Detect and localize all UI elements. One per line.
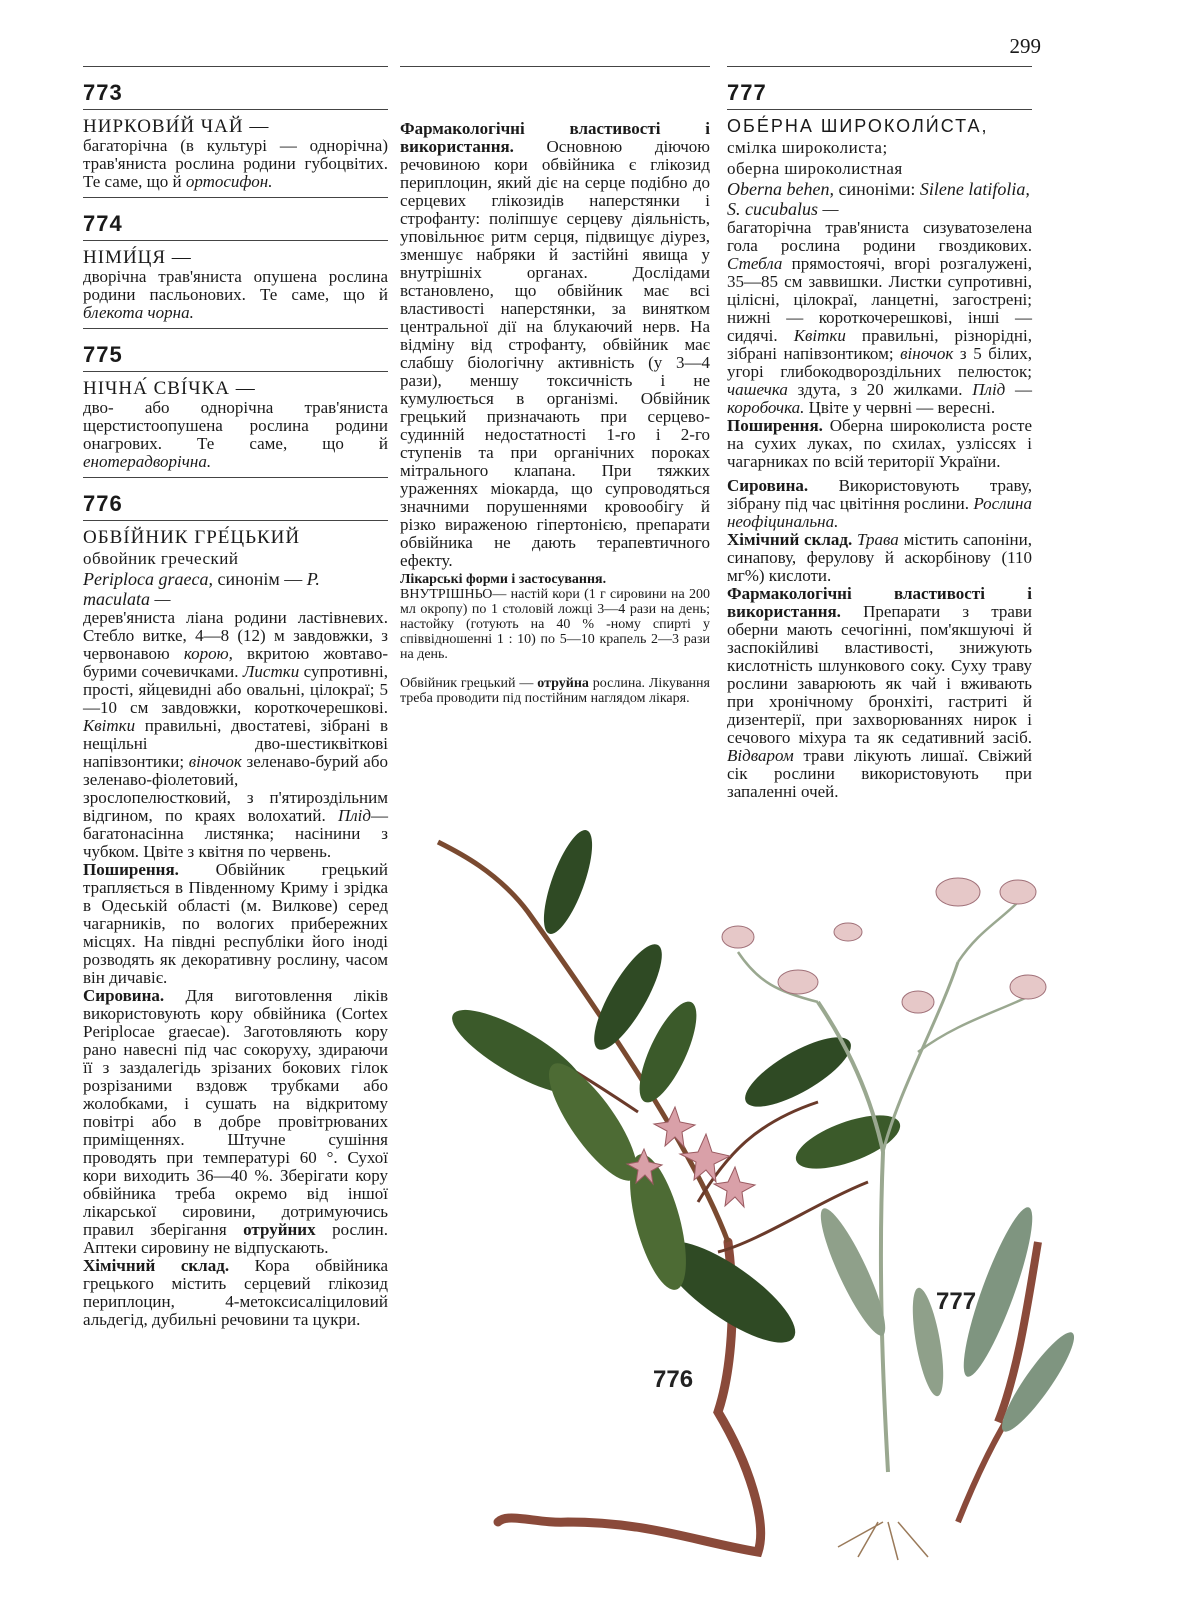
entry-heading: НІЧНА́ СВІ́ЧКА —	[83, 378, 256, 399]
section-distribution: Поширення. Обвійник грецький трапляється в Південному Криму і зрідка в Одеській області (м. Вилкове) серед чагарників, по вологих прибережних місцях. На півдні республіки його іноді розводять як декоративну рослину, часом він дичавіє.	[83, 860, 388, 987]
column-left	[83, 66, 388, 1329]
section-chemistry: Хімічний склад. Трава містить сапоніни, синапову, ферулову й аскорбінову (110 мг%) кислоти.	[727, 530, 1032, 585]
entry-number: 777	[727, 72, 1032, 110]
entry-number: 775	[83, 334, 388, 372]
entry-heading: ОБВІ́ЙНИК ГРЕ́ЦЬКИЙ	[83, 527, 301, 548]
plant-777-illustration	[722, 878, 1083, 1560]
entry-text: дворічна трав'яниста опушена рослина родини пасльонових. Те саме, що й блекота чорна.	[83, 267, 388, 322]
entry-number: 773	[83, 72, 388, 110]
entry-heading: НІМИ́ЦЯ —	[83, 247, 192, 268]
entry-heading: НИРКОВИ́Й ЧАЙ —	[83, 116, 270, 137]
section-dosage: Лікарські форми і застосування. ВНУТРІШНЬО— настій кори (1 г сировини на 200 мл окропу) по 1 столовій ложці 3—4 рази на день; настойку (готують на 40 % -ному спирті у співвідношенні 1 : 10) по 5—10 крапель 2—3 рази на день.	[400, 572, 710, 662]
plate-label-777: 777	[936, 1288, 977, 1315]
entry-number: 776	[83, 483, 388, 521]
entry-russian-name: оберна широколистная	[727, 159, 903, 178]
entry-description: дерев'яниста ліана родини ластівневих. Стебло витке, 4—8 (12) м завдовжки, з червонавою корою, вкритою жовтаво-бурими сочевичками. Листки супротивні, прості, яйцевидні або овальні, цілокраї; 5—10 см завдовжки, короткочерешкові. Квітки правильні, двостатеві, зібрані в нещільні дво-шестиквіткові напівзонтики; віночок зеленаво-бурий або зеленаво-фіолетовий, зрослопелюстковий, з п'ятироздільним відгином, по краях волохатий. Плід— багатонасінна листянка; насінини з чубком. Цвіте з квітня по червень.	[83, 608, 389, 861]
section-raw-material: Сировина. Використовують траву, зібрану під час цвітіння рослини. Рослина неофіцинальна.	[727, 476, 1032, 531]
section-pharmacology: Фармакологічні властивості і використання. Основною діючою речовиною кори обвійника є глікозид периплоцин, який діє на серце подібно до серцевих глікозидів наперстянки і строфанту: поліпшує серцеву діяльність, уповільнює ритм серця, підвищує діурез, зменшує набряки й застійні явища у внутрішніх органах. Дослідами встановлено, що обвійник має всі властивості наперстянки, за винятком центральної дії на блукаючий нерв. На відміну від строфанту, обвійник має слабшу біологічну активність (у 3—4 рази), меншу токсичність і не кумулюється в організмі. Обвійник грецький призначають при серцево-судинній недостатності 1-го і 2-го ступенів та при органічних пороках мітрального клапана. При тяжких ураженнях міокарда, що супроводяться значними порушеннями кровообігу й різко вираженою гіпертонією, препарати обвійника не дають терапевтичного ефекту.	[400, 119, 710, 570]
section-chemistry: Хімічний склад. Кора обвійника грецького містить серцевий глікозид периплоцин, 4-метоксисаліциловий альдегід, дубильні речовини та цукри.	[83, 1256, 388, 1329]
entry-description: багаторічна трав'яниста сизуватозелена гола рослина родини гвоздикових. Стебла прямостоячі, вгорі розгалужені, 35—85 см заввишки. Листки супротивні, цілісні, цілокраї, ланцетні, загострені; нижні — короткочерешкові, інші — сидячі. Квітки правильні, різнорідні, зібрані напівзонтиком; віночок з 5 білих, угорі глибокодвороздільних пелюсток; чашечка здута, з 20 жилками. Плід — коробочка. Цвіте у червні — вересні.	[727, 218, 1032, 417]
entry-text: дво- або однорічна трав'яниста щерстистоопушена рослина родини онагрових. Те саме, що й енотерадворічна.	[83, 398, 388, 471]
plate-label-776: 776	[653, 1366, 694, 1393]
entry-alt-name: смілка широколиста;	[727, 138, 888, 157]
section-distribution: Поширення. Оберна широколиста росте на сухих луках, по схилах, узліссях і чагарниках по всій території України.	[727, 416, 1032, 471]
entry-heading: ОБЕ́РНА ШИРОКОЛИ́СТА,	[727, 116, 989, 136]
column-middle	[400, 66, 710, 720]
section-warning: Обвійник грецький — отруйна рослина. Лікування треба проводити під постійним наглядом лікаря.	[400, 676, 710, 706]
entry-number: 774	[83, 203, 388, 241]
entry-text: багаторічна (в культурі — однорічна) трав'яниста рослина родини губоцвітих. Те саме, що й ортосифон.	[83, 136, 388, 191]
section-raw-material: Сировина. Для виготовлення ліків використовують кору обвійника (Cortex Periplocae graecae). Заготовляють кору рано навесні під час сокоруху, здираючи її з заздалегідь зрізаних бокових гілок розрізаними вздовж трубками або жолобками, і сушать на відкритому повітрі або в добре провітрюваних приміщеннях. Штучне сушіння проводять при температурі 60 °. Сухої кори виходить 36—40 %. Зберігати кору обвійника треба окремо від іншої лікарської сировини, дотримуючись правил зберігання отруйних рослин. Аптеки сировину не відпускають.	[83, 986, 388, 1257]
column-right	[727, 66, 1032, 801]
entry-russian-name: обвойник греческий	[83, 549, 239, 568]
page-number: 299	[1009, 34, 1041, 58]
entry-latin-name: Oberna behen, синоніми: Silene latifolia, S. cucubalus —	[727, 179, 1030, 219]
botanical-illustration	[398, 822, 1098, 1562]
entry-latin-name: Periploca graeca, синонім — P. maculata —	[83, 569, 320, 609]
section-pharmacology: Фармакологічні властивості і використання. Препарати з трави оберни мають сечогінні, пом'якшуючі й заспокійливі властивості, знижують кислотність шлункового соку. Суху траву рослини заварюють як чай і вживають при хронічному бронхіті, гастриті й дизентерії, при захворюваннях нирок і сечового міхура та як седативний засіб. Відваром трави лікують лишаї. Свіжий сік рослини використовують при запаленні очей.	[727, 584, 1032, 801]
